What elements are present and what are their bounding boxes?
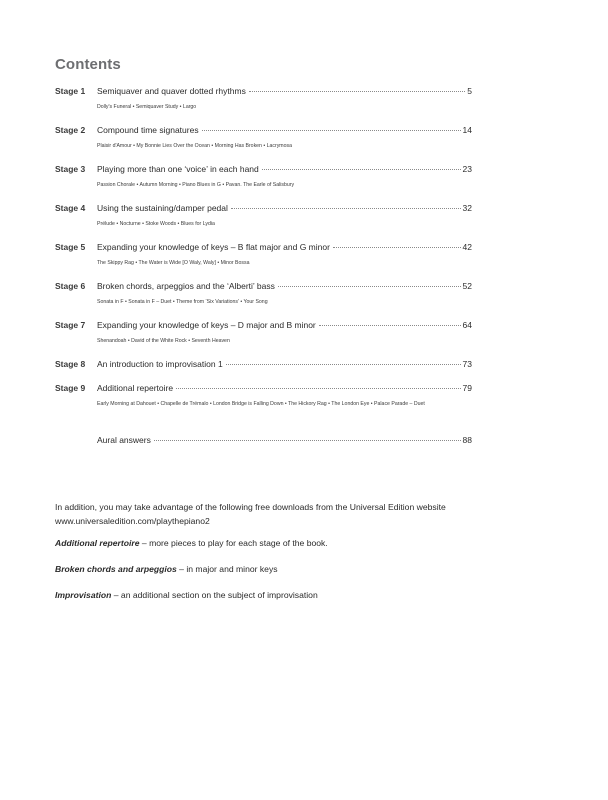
dot-leader	[249, 90, 465, 92]
download-desc: – an additional section on the subject of improvisation	[111, 590, 318, 600]
toc-entry-stage-6[interactable]	[55, 281, 472, 308]
download-name: Improvisation	[55, 590, 112, 600]
website-link[interactable]: www.universaledition.com/playthepiano2	[55, 516, 210, 526]
dot-leader	[278, 285, 461, 287]
download-name: Additional repertoire	[55, 538, 140, 548]
stage-label: Stage 9	[55, 383, 86, 393]
entry-pieces: Dolly's Funeral • Semiquaver Study • Largo	[97, 104, 197, 110]
download-name: Broken chords and arpeggios	[55, 564, 177, 574]
dot-leader	[319, 324, 461, 326]
stage-label: Stage 6	[55, 281, 86, 291]
page-number: 32	[462, 203, 472, 213]
page-number: 14	[462, 125, 472, 135]
entry-title: Expanding your knowledge of keys – D major and B minor	[97, 320, 316, 330]
entry-pieces: Prélude • Nocturne • Stoke Woods • Blues for Lydia	[97, 221, 215, 227]
toc-entry-aural-answers[interactable]	[55, 435, 472, 448]
toc-entry-stage-4[interactable]	[55, 203, 472, 230]
toc-entry-stage-9[interactable]	[55, 383, 472, 410]
download-desc: – more pieces to play for each stage of the book.	[139, 538, 328, 548]
entry-pieces: Passion Chorale • Autumn Morning • Piano Blues in G • Pavan. The Earle of Salisbury	[97, 182, 295, 188]
entry-pieces: Plaisir d'Amour • My Bonnie Lies Over the Ocean • Morning Has Broken • Lacrymosa	[97, 143, 292, 149]
entry-title: Playing more than one ‘voice’ in each hand	[97, 164, 259, 174]
entry-title: Semiquaver and quaver dotted rhythms	[97, 86, 246, 96]
download-desc: – in major and minor keys	[176, 564, 278, 574]
entry-pieces: Sonata in F • Sonata in F – Duet • Theme from ‘Six Variations’ • Your Song	[97, 299, 268, 305]
download-broken-chords[interactable]	[55, 564, 278, 574]
downloads-intro	[55, 500, 495, 528]
entry-title: An introduction to improvisation 1	[97, 359, 223, 369]
toc-entry-stage-1[interactable]	[55, 86, 472, 113]
page-number: 64	[462, 320, 472, 330]
page-number: 73	[462, 359, 472, 369]
toc-entry-stage-7[interactable]	[55, 320, 472, 347]
entry-title: Using the sustaining/damper pedal	[97, 203, 228, 213]
page-title: Contents	[55, 56, 121, 73]
stage-label: Stage 1	[55, 86, 86, 96]
page-number: 42	[462, 242, 472, 252]
toc-entry-stage-3[interactable]	[55, 164, 472, 191]
dot-leader	[154, 439, 461, 441]
download-additional-repertoire[interactable]	[55, 538, 328, 548]
dot-leader	[231, 207, 461, 209]
entry-title: Aural answers	[97, 435, 151, 445]
entry-title: Expanding your knowledge of keys – B flat major and G minor	[97, 242, 330, 252]
page-number: 5	[467, 86, 472, 96]
stage-label: Stage 8	[55, 359, 86, 369]
dot-leader	[262, 168, 461, 170]
entry-pieces: Early Morning at Dahouet • Chapelle de Trémalo • London Bridge is Falling Down • The Hickory Rag • The London Eye • Palace Parade – Duet	[97, 401, 425, 407]
page-number: 88	[462, 435, 472, 445]
dot-leader	[333, 246, 461, 248]
dot-leader	[226, 363, 461, 365]
dot-leader	[202, 129, 461, 131]
entry-title: Compound time signatures	[97, 125, 199, 135]
intro-text: In addition, you may take advantage of the following free downloads from the Universal Edition website	[55, 502, 446, 512]
page-number: 79	[462, 383, 472, 393]
page-number: 23	[462, 164, 472, 174]
entry-pieces: Shenandoah • David of the White Rock • Seventh Heaven	[97, 338, 230, 344]
dot-leader	[176, 387, 460, 389]
entry-title: Broken chords, arpeggios and the ‘Alberti’ bass	[97, 281, 275, 291]
toc-entry-stage-8[interactable]	[55, 359, 472, 372]
toc-entry-stage-5[interactable]	[55, 242, 472, 269]
page-number: 52	[462, 281, 472, 291]
entry-title: Additional repertoire	[97, 383, 174, 393]
entry-pieces: The Skippy Rag • The Water is Wide [O Waly, Waly] • Minor Bossa	[97, 260, 250, 266]
stage-label: Stage 7	[55, 320, 86, 330]
stage-label: Stage 4	[55, 203, 86, 213]
stage-label: Stage 5	[55, 242, 86, 252]
stage-label: Stage 2	[55, 125, 86, 135]
toc-entry-stage-2[interactable]	[55, 125, 472, 152]
stage-label: Stage 3	[55, 164, 86, 174]
download-improvisation[interactable]	[55, 590, 318, 600]
